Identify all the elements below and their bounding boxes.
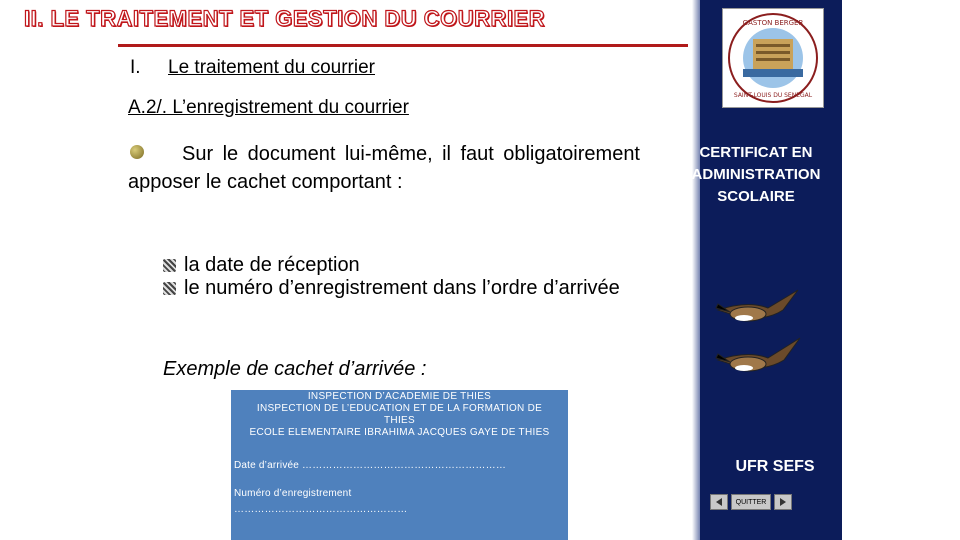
stamp-line: ECOLE ELEMENTAIRE IBRAHIMA JACQUES GAYE DE THIES: [249, 427, 550, 438]
bullet-list: [163, 254, 623, 300]
section-number: I.: [130, 57, 141, 78]
stamp-line: INSPECTION D’ACADEMIE DE THIES: [307, 391, 492, 402]
arrow-right-icon: [778, 497, 788, 507]
svg-text:SAINT-LOUIS DU SENEGAL: SAINT-LOUIS DU SENEGAL: [733, 92, 813, 99]
main-paragraph: [128, 140, 640, 196]
slide-title: II. LE TRAITEMENT ET GESTION DU COURRIER: [24, 6, 546, 31]
nav-controls: [710, 494, 792, 510]
geese-icon: [708, 280, 818, 390]
ufr-label: UFR SEFS: [735, 458, 815, 475]
next-button[interactable]: [774, 494, 792, 510]
list-item: [163, 254, 623, 277]
arrow-left-icon: [714, 497, 724, 507]
list-item: [163, 277, 623, 300]
title-underline: [118, 44, 688, 47]
stamp-number-dots: ……………………………………………: [234, 504, 408, 515]
stamp-number-label: Numéro d’enregistrement: [234, 488, 352, 499]
bullet-icon: [163, 282, 176, 295]
svg-text:GASTON BERGER: GASTON BERGER: [742, 19, 804, 27]
certificate-label: CERTIFICAT EN ADMINISTRATION SCOLAIRE: [691, 144, 821, 205]
section-title: Le traitement du courrier: [168, 57, 375, 78]
previous-button[interactable]: [710, 494, 728, 510]
stamp-date-field: Date d’arrivée ……………………………………………………: [234, 460, 507, 471]
subsection-title: A.2/. L’enregistrement du courrier: [128, 97, 409, 118]
bullet-icon: [163, 259, 176, 272]
university-logo: [722, 8, 824, 108]
stamp-header: [231, 390, 568, 439]
quit-button[interactable]: QUITTER: [731, 494, 771, 510]
stamp-line: INSPECTION DE L’EDUCATION ET DE LA FORMATION DE THIES: [256, 403, 543, 426]
paragraph-text: Sur le document lui-même, il faut obligatoirement apposer le cachet comportant :: [128, 143, 640, 193]
example-label: Exemple de cachet d’arrivée :: [163, 358, 427, 380]
arrival-stamp: [231, 390, 568, 540]
list-item-text: le numéro d’enregistrement dans l’ordre d’arrivée: [184, 277, 620, 299]
list-item-text: la date de réception: [184, 254, 360, 276]
